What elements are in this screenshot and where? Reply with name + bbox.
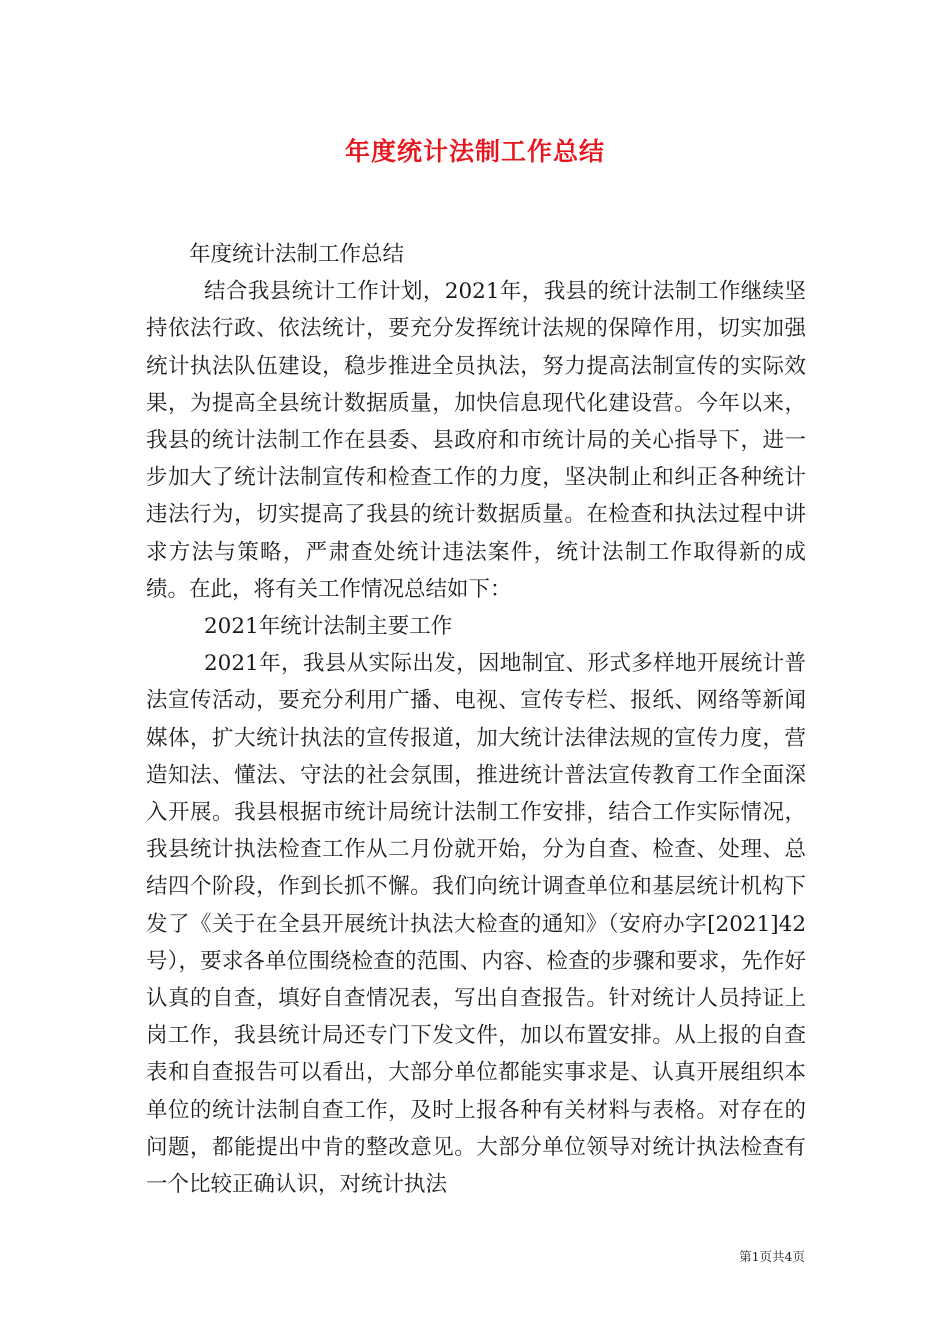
body-paragraph-intro: 结合我县统计工作计划，2021年，我县的统计法制工作继续坚持依法行政、依法统计，要充分发挥统计法规的保障作用，切实加强统计执法队伍建设，稳步推进全员执法，努力提高法制宣传的实际效果，为提高全县统计数据质量，加快信息现代化建设营。今年以来，我县的统计法制工作在县委、县政府和市统计局的关心指导下，进一步加大了统计法制宣传和检查工作的力度，坚决制止和纠正各种统计违法行为，切实提高了我县的统计数据质量。在检查和执法过程中讲求方法与策略，严肃查处统计违法案件，统计法制工作取得新的成绩。在此，将有关工作情况总结如下： <box>146 279 806 602</box>
page-number-footer: 第1页共4页 <box>739 1249 805 1264</box>
body-paragraph-main: 2021年，我县从实际出发，因地制宜、形式多样地开展统计普法宣传活动，要充分利用广播、电视、宣传专栏、报纸、网络等新闻媒体，扩大统计执法的宣传报道，加大统计法律法规的宣传力度，营造知法、懂法、守法的社会氛围，推进统计普法宣传教育工作全面深入开展。我县根据市统计局统计法制工作安排，结合工作实际情况，我县统计执法检查工作从二月份就开始，分为自查、检查、处理、总结四个阶段，作到长抓不懈。我们向统计调查单位和基层统计机构下发了《关于在全县开展统计执法大检查的通知》（安府办字[2021]42号），要求各单位围绕检查的范围、内容、检查的步骤和要求，先作好认真的自查，填好自查情况表，写出自查报告。针对统计人员持证上岗工作，我县统计局还专门下发文件，加以布置安排。从上报的自查表和自查报告可以看出，大部分单位都能实事求是、认真开展组织本单位的统计法制自查工作，及时上报各种有关材料与表格。对存在的问题，都能提出中肯的整改意见。大部分单位领导对统计执法检查有一个比较正确认识，对统计执法 <box>146 651 806 1198</box>
body-heading: 年度统计法制工作总结 <box>189 242 405 267</box>
section-heading: 2021年统计法制主要工作 <box>204 614 453 640</box>
document-title: 年度统计法制工作总结 <box>344 137 605 166</box>
document-body <box>146 236 806 1203</box>
